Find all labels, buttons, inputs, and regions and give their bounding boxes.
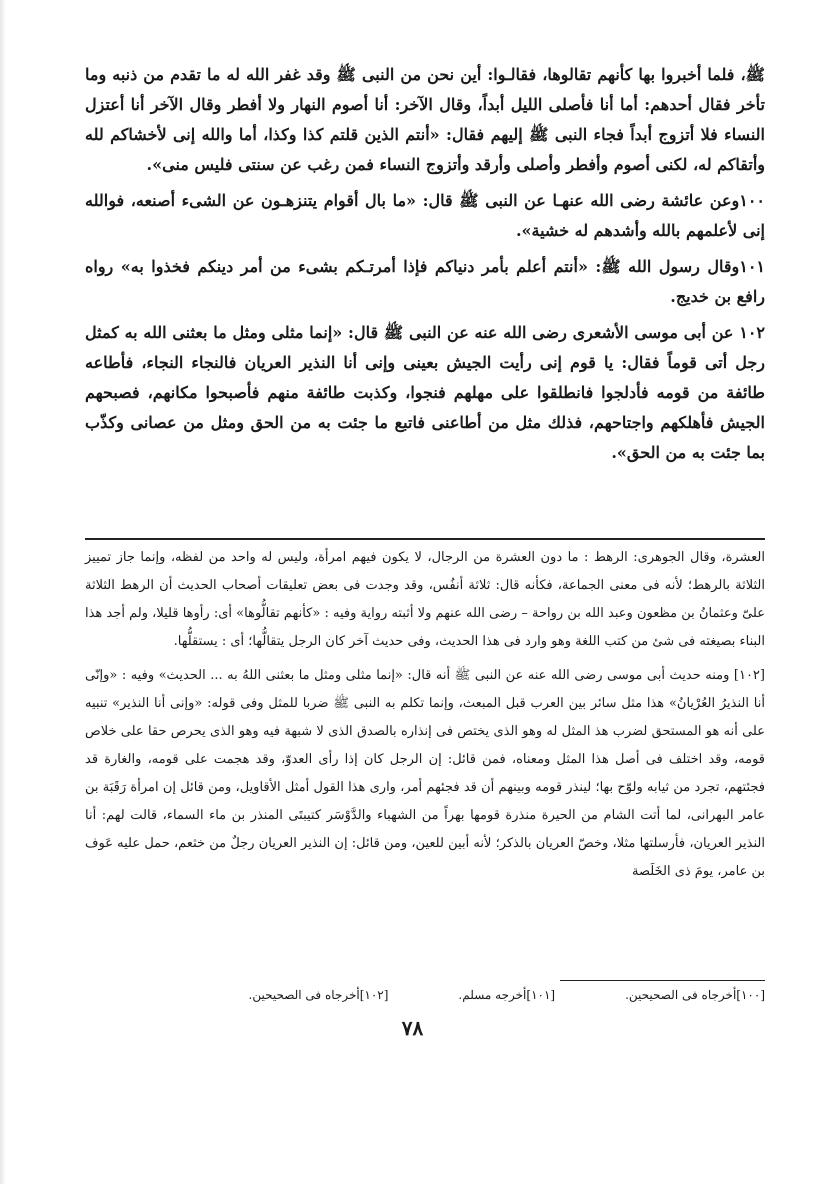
source-references xyxy=(85,984,765,1006)
commentary-paragraph: العشرة، وقال الجوهرى: الرهط : ما دون العشرة من الرجال، لا يكون فيهم امرأة، وليس له واحد من لفظه، وإنما جاز تمييز الثلاثة بالرهط؛ لأنه فى معنى الجماعة، فكأنه قال: ثلاثة أنفُس، وقد وجدت فى بعض تعليقات أصحاب الحديث أن الرهط الثلاثة علىّ وعثمانُ بن مظعون وعبد الله بن رواحة – رضى الله عنهم ولا أثبته رواية وفيه : «كأنهم تقالُّوها» أى: رأوها قليلا، ولم أجد هذا البناء بصيغته فى شئ من كتب اللغة وهو وارد فى هذا الحديث، وفى حديث آخر كان الرجل يتقالُّها؛ أى : يستقلُّها. xyxy=(85,550,765,649)
source-ref-102: [١٠٢]أخرجاه فى الصحيحين. xyxy=(248,988,389,1002)
hadith-paragraph-102: ١٠٢ عن أبى موسى الأشعرى رضى الله عنه عن النبى ﷺ قال: «إنما مثلى ومثل ما بعثنى الله به كمثل رجل أتى قوماً فقال: يا قوم إنى رأيت الجيش بعينى وإنى أنا النذير العريان فالنجاء النجاء، فأطاعه طائفة من قومه فأدلجوا فانطلقوا على مهلهم فنجوا، وكذبت طائفة منهم فأصبحوا مكانهم، فصبحهم الجيش فأهلكهم واجتاحهم، فذلك مثل من أطاعنى فاتبع ما جئت به من الحق ومثل من عصانى وكذّب بما جئت به من الحق». xyxy=(85,323,765,462)
commentary-block xyxy=(85,544,765,892)
scan-edge-shadow xyxy=(0,0,6,1184)
hadith-paragraph-100: ١٠٠وعن عائشة رضى الله عنهـا عن النبى ﷺ قال: «ما بال أقوام يتنزهـون عن الشىء أصنعه، فوالله إنى لأعلمهم بالله وأشدهم له خشية». xyxy=(85,191,765,240)
page-number: ٧٨ xyxy=(401,1016,424,1040)
hadith-paragraph-101: ١٠١وقال رسول الله ﷺ: «أنتم أعلم بأمر دنياكم فإذا أمرتـكم بشىء من أمر دينكم فخذوا به» رواه رافع بن خديج. xyxy=(85,257,765,306)
sources-divider xyxy=(560,980,765,981)
main-paragraph: ﷺ، فلما أخبروا بها كأنهم تقالوها، فقالـوا: أين نحن من النبى ﷺ وقد غفر الله له ما تقدم من ذنبه وما تأخر فقال أحدهم: أما أنا فأصلى الليل أبداً، وقال الآخر: أنا أصوم النهار ولا أفطر وقال الآخر أنا أعتزل النساء فلا أتزوج أبداً فجاء النبى ﷺ إليهم فقال: «أنتم الذين قلتم كذا وكذا، أما والله إنى لأخشاكم لله وأتقاكم له، لكنى أصوم وأفطر وأصلى وأرقد وأتزوج النساء فمن رغب عن سنتى فليس منى». xyxy=(85,65,766,174)
footnote-divider xyxy=(85,538,765,540)
main-text-block xyxy=(85,60,765,474)
commentary-paragraph-102: [١٠٢] ومنه حديث أبى موسى رضى الله عنه عن النبى ﷺ أنه قال: «إنما مثلى ومثل ما بعثنى اللهُ به ... الحديث» وفيه : «وإنّى أنا النذيرُ العُرْيانُ» هذا مثل سائر بين العرب قبل المبعث، وإنما تكلم به النبى ﷺ ضربا للمثل وفى قوله: «وإنى أنا النذير» تنبيه على أنه هو المستحق لضرب هذ المثل له وهو الذى يختص فى إنذاره بالصدق الذى لا شبهة فيه وهو الذى يحرص حقا على خلاص قومه، وقد اختلف فى أصل هذا المثل ومعناه، فمن قائل: إن الرجل كان إذا رأى العدوّ، وقد هجمت على قومه، والغارة قد فجئتهم، تجرد من ثيابه ولوّح بها؛ لينذر قومه وبينهم أن قد فجئهم أمر، وارى هذا القول أمثل الأقاويل، ومن قائل إن امرأة رَقَبَة بن عامر البهرانى، لما أتت الشام من الحيرة منذرة قومها بهراً من الشهباء والدَّوْسَر كتيبتَى المنذر بن ماء السماء، قالت لهم: أنا النذير العريان، فأرسلتها مثلا، وخصّ العريان بالذكر؛ لأنه أبين للعين، ومن قائل: إن النذير العريان رجلٌ من خثعم، حمل عليه عَوف بن عامر، يومَ ذى الخَلَصة xyxy=(85,668,765,879)
source-ref-101: [١٠١]أخرجه مسلم. xyxy=(458,988,556,1002)
source-ref-100: [١٠٠]أخرجاه فى الصحيحين. xyxy=(625,988,765,1002)
